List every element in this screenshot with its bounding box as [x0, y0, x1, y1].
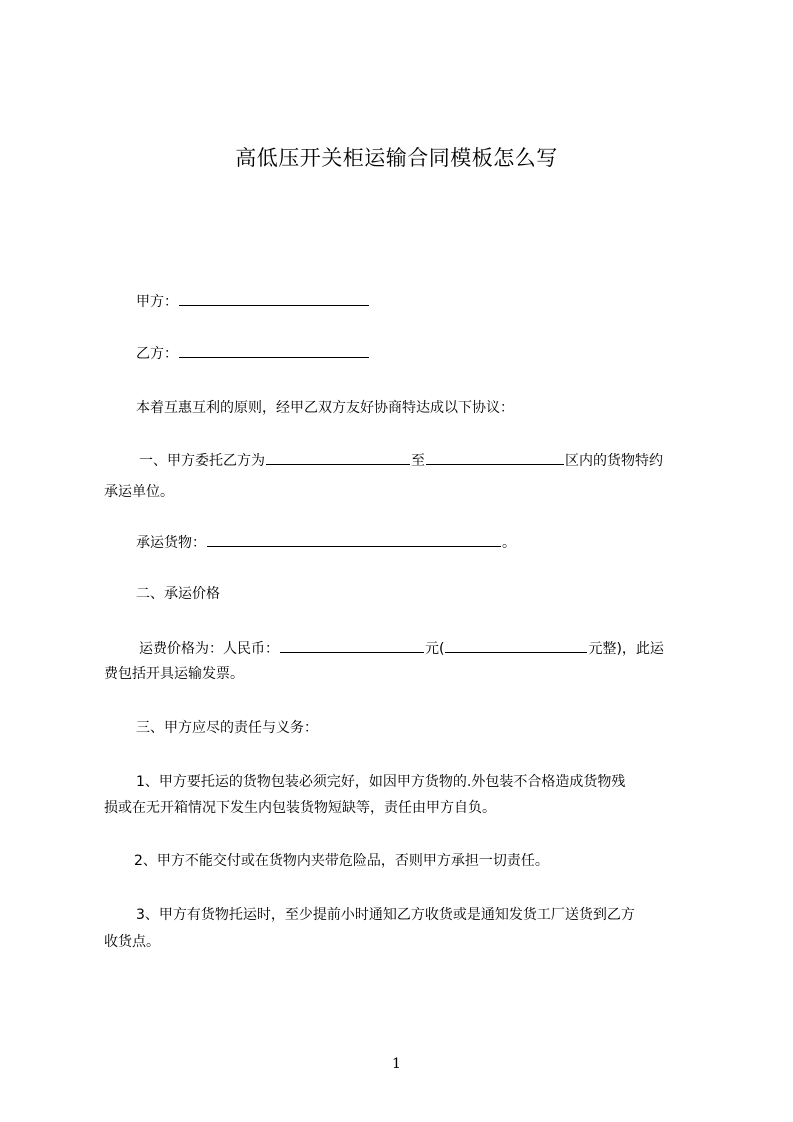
item-2-line-1: 2、甲方不能交付或在货物内夹带危险品，否则甲方承担一切责任。 [134, 853, 549, 869]
price-words-blank [445, 638, 587, 653]
goods-line: 承运货物： 。 [104, 529, 716, 557]
item-1-line-1: 1、甲方要托运的货物包装必须完好，如因甲方货物的.外包装不合格造成货物残 [136, 774, 626, 790]
price-line-1: 运费价格为：人民币： 元( 元整)，此运 [104, 635, 716, 663]
clause-1-line-2: 承运单位。 [104, 484, 174, 500]
preamble: 本着互惠互利的原则，经甲乙双方友好协商特达成以下协议： [136, 400, 514, 416]
goods-label: 承运货物： [136, 535, 206, 551]
clause-1-to-blank [426, 450, 564, 465]
document-title: 高低压开关柜运输合同模板怎么写 [235, 146, 558, 170]
clause-1-line-1: 一、甲方委托乙方为 至 区内的货物特约 [104, 447, 716, 475]
price-line-2: 费包括开具运输发票。 [104, 666, 244, 682]
section-3-heading: 三、甲方应尽的责任与义务： [136, 720, 318, 736]
section-2-heading: 二、承运价格 [136, 586, 220, 602]
party-b-label: 乙方： [136, 346, 178, 362]
price-amount-blank [280, 638, 424, 653]
item-1-line-2: 损或在无开箱情况下发生内包装货物短缺等，责任由甲方自负。 [104, 800, 496, 816]
clause-1-from-blank [266, 450, 410, 465]
party-b-blank [179, 343, 369, 358]
item-3-line-1: 3、甲方有货物托运时，至少提前小时通知乙方收货或是通知发货工厂送货到乙方 [136, 907, 635, 923]
item-3-line-2: 收货点。 [104, 934, 160, 950]
party-a-line [104, 288, 716, 316]
page-number: 1 [392, 1056, 401, 1072]
party-b-line [104, 340, 716, 368]
party-a-label: 甲方： [136, 294, 178, 310]
party-a-blank [179, 291, 369, 306]
goods-blank [207, 532, 501, 547]
